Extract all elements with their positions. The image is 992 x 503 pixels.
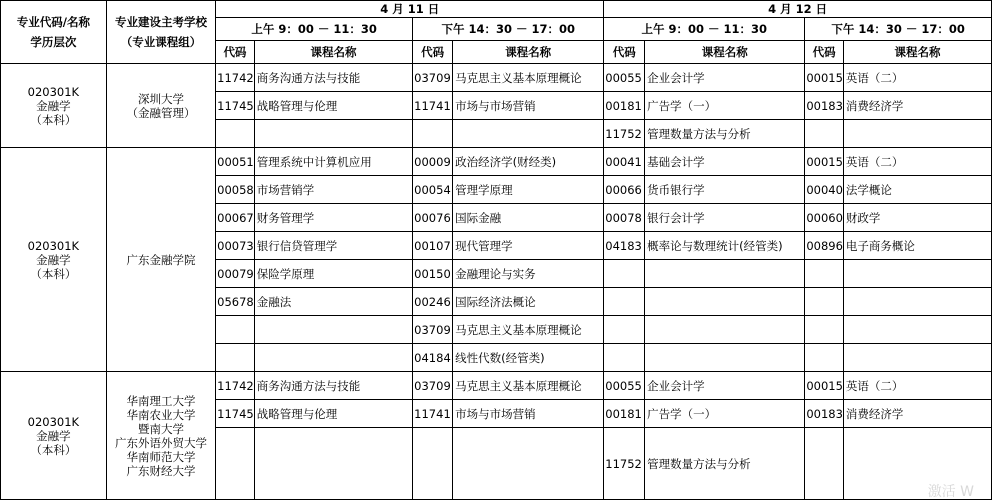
course-code	[805, 316, 844, 344]
course-name: 马克思主义基本原理概论	[453, 316, 604, 344]
course-name: 战略管理与伦理	[254, 400, 412, 428]
course-code: 03709	[413, 316, 453, 344]
header-code: 代码	[805, 41, 844, 64]
course-code: 03709	[413, 372, 453, 400]
header-course: 课程名称	[843, 41, 991, 64]
course-code	[604, 260, 645, 288]
course-code: 00183	[805, 400, 844, 428]
header-course: 课程名称	[453, 41, 604, 64]
course-name	[645, 316, 805, 344]
course-name: 企业会计学	[645, 64, 805, 92]
course-code: 11742	[216, 372, 255, 400]
course-name: 金融理论与实务	[453, 260, 604, 288]
course-code: 00150	[413, 260, 453, 288]
header-code: 代码	[604, 41, 645, 64]
header-school: 专业建设主考学校 （专业课程组）	[106, 1, 215, 64]
major-cell: 020301K 金融学 （本科）	[1, 148, 107, 372]
course-name: 管理学原理	[453, 176, 604, 204]
course-code: 00015	[805, 148, 844, 176]
course-code: 00183	[805, 92, 844, 120]
table-row	[1, 372, 992, 400]
course-name: 消费经济学	[843, 92, 991, 120]
course-name: 银行信贷管理学	[254, 232, 412, 260]
course-code	[216, 316, 255, 344]
course-code: 00040	[805, 176, 844, 204]
course-name	[843, 120, 991, 148]
course-name: 线性代数(经管类)	[453, 344, 604, 372]
course-name: 法学概论	[843, 176, 991, 204]
major-cell: 020301K 金融学 （本科）	[1, 64, 107, 148]
course-code	[604, 316, 645, 344]
course-code: 00067	[216, 204, 255, 232]
course-code: 11745	[216, 92, 255, 120]
course-name	[843, 344, 991, 372]
course-name: 市场营销学	[254, 176, 412, 204]
major-cell: 020301K 金融学 （本科）	[1, 372, 107, 500]
school-cell: 广东金融学院	[106, 148, 215, 372]
course-name: 管理数量方法与分析	[645, 428, 805, 500]
course-code: 00896	[805, 232, 844, 260]
course-name	[254, 344, 412, 372]
course-name: 广告学（一）	[645, 400, 805, 428]
course-name	[254, 120, 412, 148]
course-name: 财政学	[843, 204, 991, 232]
course-code: 11745	[216, 400, 255, 428]
course-code: 00055	[604, 372, 645, 400]
course-code: 05678	[216, 288, 255, 316]
course-code: 00058	[216, 176, 255, 204]
course-name	[645, 344, 805, 372]
course-name: 政治经济学(财经类)	[453, 148, 604, 176]
course-code: 04184	[413, 344, 453, 372]
course-code: 00076	[413, 204, 453, 232]
course-name: 英语（二）	[843, 64, 991, 92]
course-name: 财务管理学	[254, 204, 412, 232]
course-code: 00051	[216, 148, 255, 176]
course-code	[413, 428, 453, 500]
course-code: 00015	[805, 64, 844, 92]
header-course: 课程名称	[254, 41, 412, 64]
course-name	[254, 316, 412, 344]
header-course: 课程名称	[645, 41, 805, 64]
course-name	[645, 288, 805, 316]
course-code	[216, 120, 255, 148]
course-name: 国际经济法概论	[453, 288, 604, 316]
table-row	[1, 148, 992, 176]
course-code: 00060	[805, 204, 844, 232]
course-name: 银行会计学	[645, 204, 805, 232]
course-code: 00055	[604, 64, 645, 92]
course-name	[645, 260, 805, 288]
course-code	[805, 428, 844, 500]
course-name: 基础会计学	[645, 148, 805, 176]
course-code	[805, 120, 844, 148]
course-code: 11752	[604, 120, 645, 148]
course-name: 马克思主义基本原理概论	[453, 64, 604, 92]
course-name: 马克思主义基本原理概论	[453, 372, 604, 400]
course-name	[453, 428, 604, 500]
course-code: 00181	[604, 400, 645, 428]
header-major: 专业代码/名称 学历层次	[1, 1, 107, 64]
course-code: 11741	[413, 400, 453, 428]
course-code: 04183	[604, 232, 645, 260]
course-code: 00107	[413, 232, 453, 260]
header-day2-am: 上午 9：00 － 11：30	[604, 18, 805, 41]
course-name: 战略管理与伦理	[254, 92, 412, 120]
course-name: 广告学（一）	[645, 92, 805, 120]
watermark: 激活 W	[927, 484, 974, 500]
course-name: 市场与市场营销	[453, 92, 604, 120]
course-name: 市场与市场营销	[453, 400, 604, 428]
course-name	[843, 288, 991, 316]
header-day1: 4 月 11 日	[216, 1, 604, 18]
header-day1-am: 上午 9：00 － 11：30	[216, 18, 413, 41]
course-name: 英语（二）	[843, 148, 991, 176]
course-code: 11742	[216, 64, 255, 92]
course-name	[254, 428, 412, 500]
header-day2-pm: 下午 14：30 － 17：00	[805, 18, 992, 41]
course-code: 00054	[413, 176, 453, 204]
course-code: 00041	[604, 148, 645, 176]
course-code: 00066	[604, 176, 645, 204]
header-code: 代码	[413, 41, 453, 64]
course-code: 00073	[216, 232, 255, 260]
course-code: 11741	[413, 92, 453, 120]
course-name: 电子商务概论	[843, 232, 991, 260]
course-code: 00181	[604, 92, 645, 120]
course-name: 管理数量方法与分析	[645, 120, 805, 148]
course-code: 00079	[216, 260, 255, 288]
course-code	[604, 344, 645, 372]
course-name	[453, 120, 604, 148]
course-code	[805, 344, 844, 372]
header-day1-pm: 下午 14：30 － 17：00	[413, 18, 604, 41]
course-name: 保险学原理	[254, 260, 412, 288]
course-code: 00009	[413, 148, 453, 176]
course-code	[805, 288, 844, 316]
course-name: 国际金融	[453, 204, 604, 232]
course-name: 商务沟通方法与技能	[254, 64, 412, 92]
course-name: 英语（二）	[843, 372, 991, 400]
course-code: 03709	[413, 64, 453, 92]
course-code: 00015	[805, 372, 844, 400]
course-name: 现代管理学	[453, 232, 604, 260]
school-cell: 深圳大学 （金融管理）	[106, 64, 215, 148]
course-name: 概率论与数理统计(经管类)	[645, 232, 805, 260]
course-name: 企业会计学	[645, 372, 805, 400]
course-code	[805, 260, 844, 288]
course-code: 00078	[604, 204, 645, 232]
school-cell: 华南理工大学 华南农业大学 暨南大学 广东外语外贸大学 华南师范大学 广东财经大学	[106, 372, 215, 500]
course-name: 货币银行学	[645, 176, 805, 204]
course-code	[216, 344, 255, 372]
course-code	[604, 288, 645, 316]
course-name: 管理系统中计算机应用	[254, 148, 412, 176]
course-code: 11752	[604, 428, 645, 500]
course-name: 商务沟通方法与技能	[254, 372, 412, 400]
table-row	[1, 64, 992, 92]
header-day2: 4 月 12 日	[604, 1, 992, 18]
course-name	[843, 260, 991, 288]
course-name	[843, 316, 991, 344]
course-code	[413, 120, 453, 148]
course-code	[216, 428, 255, 500]
course-code: 00246	[413, 288, 453, 316]
course-name: 消费经济学	[843, 400, 991, 428]
course-name: 金融法	[254, 288, 412, 316]
header-code: 代码	[216, 41, 255, 64]
